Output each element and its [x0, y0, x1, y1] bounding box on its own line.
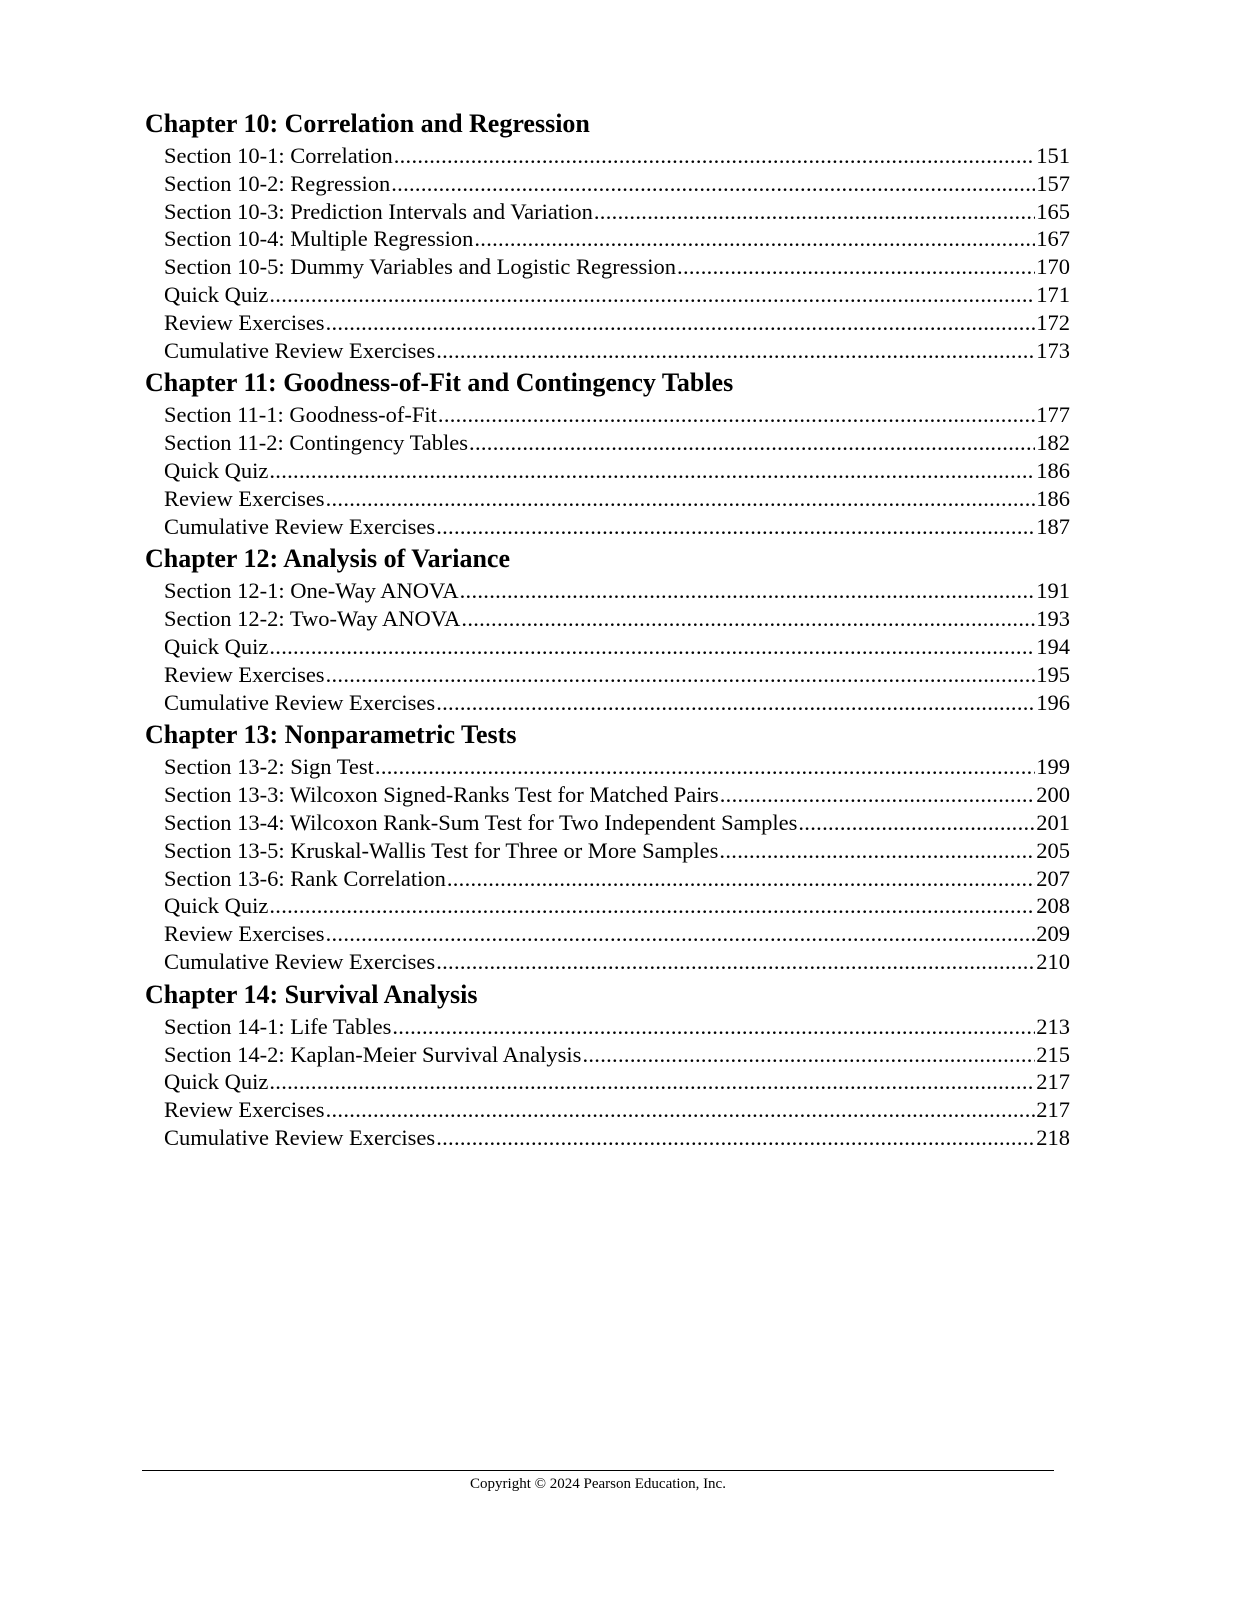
entry-label: Section 10-4: Multiple Regression [164, 226, 474, 252]
chapter-10 [145, 106, 1070, 364]
entry-label: Review Exercises [164, 1097, 325, 1123]
page-number: 182 [1036, 430, 1070, 456]
dot-leader [677, 253, 1035, 281]
entry-label: Review Exercises [164, 309, 325, 335]
toc-entry [145, 865, 1070, 893]
dot-leader [438, 401, 1035, 429]
dot-leader [375, 753, 1035, 781]
chapter-title: Chapter 10: Correlation and Regression [145, 109, 590, 138]
entry-label: Cumulative Review Exercises [164, 513, 436, 539]
toc-entry [145, 605, 1070, 633]
dot-leader [436, 513, 1035, 541]
page-number: 217 [1036, 1069, 1070, 1095]
page-number: 187 [1036, 513, 1070, 539]
toc-entry [145, 689, 1070, 717]
page-number: 215 [1036, 1041, 1070, 1067]
dot-leader [582, 1041, 1035, 1069]
entry-label: Section 10-5: Dummy Variables and Logistic Regression [164, 254, 677, 280]
dot-leader [594, 198, 1035, 226]
chapter-title: Chapter 11: Goodness-of-Fit and Contingency Tables [145, 368, 734, 398]
page-number: 186 [1036, 457, 1070, 483]
page-number: 210 [1036, 948, 1070, 974]
toc-entry [145, 633, 1070, 661]
footer-divider [142, 1470, 1054, 1471]
page-number: 170 [1036, 254, 1070, 280]
entry-label: Section 10-2: Regression [164, 170, 391, 196]
toc-entry [145, 1068, 1070, 1096]
page-number: 157 [1036, 170, 1070, 196]
dot-leader [474, 225, 1035, 253]
page-number: 173 [1036, 337, 1070, 363]
page-number: 205 [1036, 837, 1070, 863]
toc-entry [145, 457, 1070, 485]
toc-entry [145, 920, 1070, 948]
entry-list [145, 1013, 1070, 1152]
entry-label: Cumulative Review Exercises [164, 689, 436, 715]
chapter-14 [145, 977, 1070, 1152]
page-number: 218 [1036, 1124, 1070, 1150]
entry-label: Section 14-1: Life Tables [164, 1013, 392, 1039]
toc-entry [145, 1096, 1070, 1124]
dot-leader [460, 577, 1036, 605]
entry-label: Section 11-1: Goodness-of-Fit [164, 402, 437, 428]
chapter-title: Chapter 14: Survival Analysis [145, 979, 478, 1009]
dot-leader [436, 948, 1035, 976]
page-number: 213 [1036, 1013, 1070, 1039]
dot-leader [392, 1013, 1035, 1041]
entry-label: Cumulative Review Exercises [164, 1124, 436, 1150]
toc-entry [145, 198, 1070, 226]
entry-list [145, 401, 1070, 540]
page-number: 194 [1036, 633, 1070, 659]
toc-entry [145, 485, 1070, 513]
entry-label: Section 11-2: Contingency Tables [164, 430, 469, 456]
entry-label: Section 13-4: Wilcoxon Rank-Sum Test for Two Independent Samples [164, 809, 798, 835]
copyright-notice: Copyright © 2024 Pearson Education, Inc. [470, 1476, 726, 1492]
dot-leader [391, 170, 1035, 198]
entry-label: Section 13-3: Wilcoxon Signed-Ranks Test for Matched Pairs [164, 782, 719, 808]
table-of-contents [145, 106, 1070, 1152]
dot-leader [436, 1124, 1035, 1152]
entry-label: Quick Quiz [164, 281, 269, 307]
toc-entry [145, 753, 1070, 781]
page-number: 191 [1036, 578, 1070, 604]
dot-leader [326, 1096, 1036, 1124]
entry-label: Section 13-6: Rank Correlation [164, 865, 446, 891]
dot-leader [269, 633, 1035, 661]
toc-entry [145, 225, 1070, 253]
page-number: 172 [1036, 309, 1070, 335]
toc-entry [145, 253, 1070, 281]
dot-leader [719, 837, 1035, 865]
entry-list [145, 753, 1070, 975]
toc-entry [145, 170, 1070, 198]
entry-label: Review Exercises [164, 921, 325, 947]
dot-leader [326, 920, 1036, 948]
entry-label: Quick Quiz [164, 893, 269, 919]
toc-entry [145, 781, 1070, 809]
toc-entry [145, 809, 1070, 837]
dot-leader [461, 605, 1035, 633]
entry-label: Cumulative Review Exercises [164, 337, 436, 363]
page-number: 199 [1036, 754, 1070, 780]
page-number: 151 [1036, 143, 1070, 168]
dot-leader [269, 892, 1035, 920]
toc-entry [145, 948, 1070, 976]
entry-list [145, 142, 1070, 364]
toc-entry [145, 142, 1070, 170]
entry-label: Section 10-3: Prediction Intervals and Variation [164, 198, 593, 224]
page-number: 217 [1036, 1097, 1070, 1123]
dot-leader [326, 661, 1036, 689]
entry-label: Section 12-1: One-Way ANOVA [164, 578, 459, 604]
entry-label: Quick Quiz [164, 633, 269, 659]
toc-entry [145, 1013, 1070, 1041]
chapter-11 [145, 365, 1070, 540]
page-number: 209 [1036, 921, 1070, 947]
toc-entry [145, 892, 1070, 920]
entry-list [145, 577, 1070, 716]
entry-label: Cumulative Review Exercises [164, 948, 436, 974]
dot-leader [447, 865, 1035, 893]
entry-label: Quick Quiz [164, 457, 269, 483]
page-number: 201 [1036, 809, 1070, 835]
entry-label: Section 10-1: Correlation [164, 143, 393, 168]
page-number: 193 [1036, 606, 1070, 632]
page-number: 167 [1036, 226, 1070, 252]
dot-leader [269, 281, 1035, 309]
page-number: 171 [1036, 281, 1070, 307]
page-number: 208 [1036, 893, 1070, 919]
toc-entry [145, 577, 1070, 605]
page-number: 165 [1036, 198, 1070, 224]
toc-entry [145, 337, 1070, 365]
entry-label: Section 13-5: Kruskal-Wallis Test for Three or More Samples [164, 837, 719, 863]
page-number: 195 [1036, 661, 1070, 687]
toc-entry [145, 281, 1070, 309]
chapter-13 [145, 717, 1070, 975]
entry-label: Review Exercises [164, 485, 325, 511]
toc-entry [145, 1124, 1070, 1152]
dot-leader [394, 142, 1036, 170]
entry-label: Quick Quiz [164, 1069, 269, 1095]
entry-label: Section 12-2: Two-Way ANOVA [164, 606, 461, 632]
toc-entry [145, 1041, 1070, 1069]
toc-entry [145, 429, 1070, 457]
dot-leader [269, 457, 1035, 485]
dot-leader [720, 781, 1036, 809]
toc-entry [145, 513, 1070, 541]
page-number: 177 [1036, 402, 1070, 428]
page-number: 200 [1036, 782, 1070, 808]
page-number: 186 [1036, 485, 1070, 511]
toc-entry [145, 309, 1070, 337]
entry-label: Section 13-2: Sign Test [164, 754, 374, 780]
entry-label: Review Exercises [164, 661, 325, 687]
toc-entry [145, 401, 1070, 429]
chapter-12 [145, 541, 1070, 716]
dot-leader [326, 309, 1036, 337]
chapter-title: Chapter 12: Analysis of Variance [145, 544, 510, 574]
toc-entry [145, 661, 1070, 689]
dot-leader [469, 429, 1035, 457]
dot-leader [436, 689, 1035, 717]
entry-label: Section 14-2: Kaplan-Meier Survival Analysis [164, 1041, 582, 1067]
dot-leader [436, 337, 1035, 365]
page-number: 196 [1036, 689, 1070, 715]
page-number: 207 [1036, 865, 1070, 891]
toc-entry [145, 837, 1070, 865]
dot-leader [798, 809, 1035, 837]
dot-leader [326, 485, 1036, 513]
dot-leader [269, 1068, 1035, 1096]
chapter-title: Chapter 13: Nonparametric Tests [145, 720, 517, 750]
